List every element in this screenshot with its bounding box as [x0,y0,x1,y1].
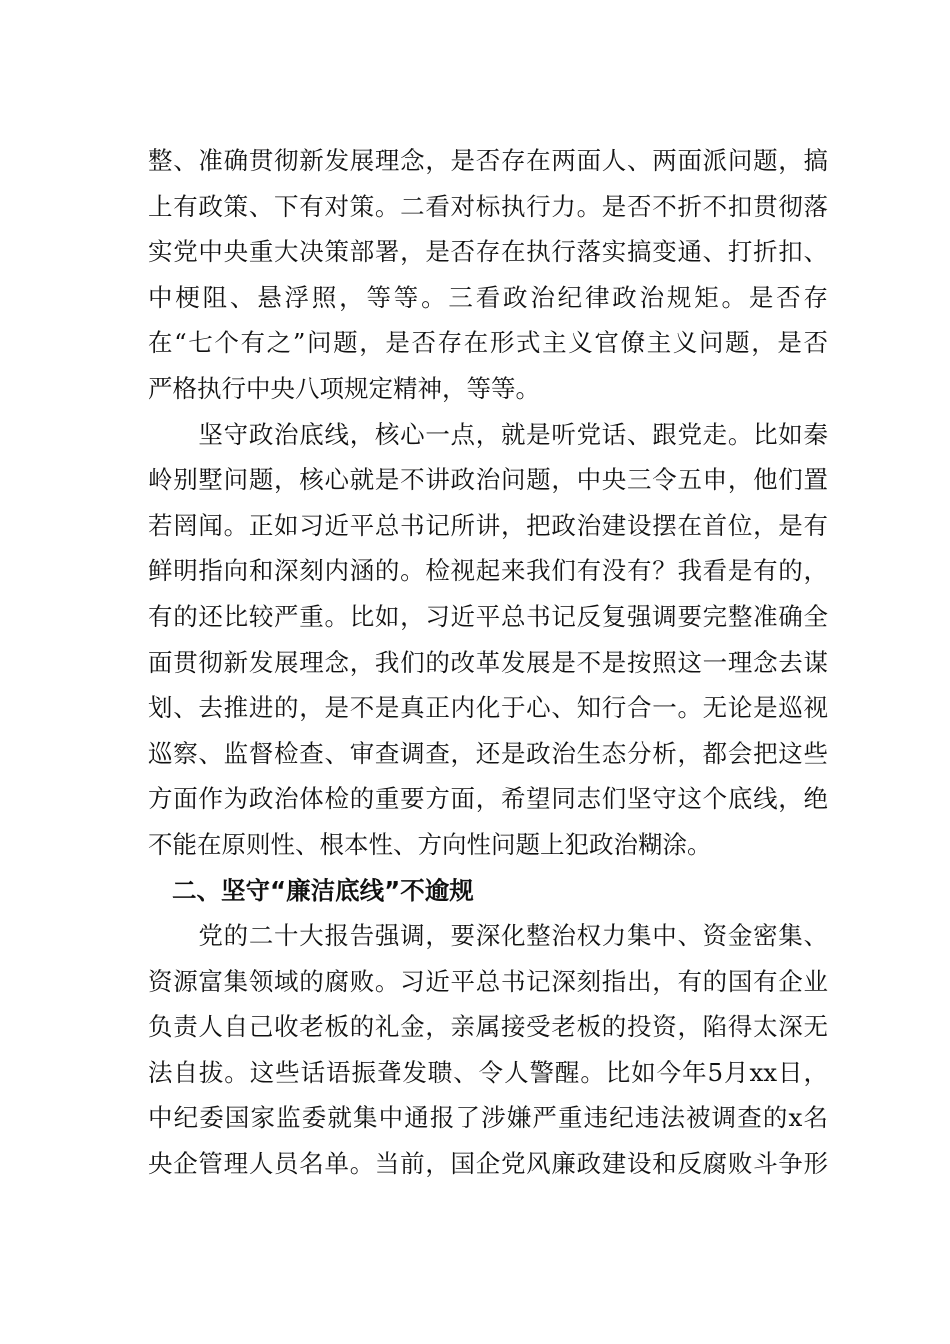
text-line: 中梗阻、悬浮照，等等。三看政治纪律政治规矩。是否存 [148,282,828,312]
section-heading: 二、坚守“廉洁底线”不逾规 [172,875,474,905]
text-line: 坚守政治底线，核心一点，就是听党话、跟党走。比如秦 [148,419,828,449]
text-line: 严格执行中央八项规定精神，等等。 [148,373,540,403]
text-line: 若罔闻。正如习近平总书记所讲，把政治建设摆在首位，是有 [148,510,828,540]
text-line: 面贯彻新发展理念，我们的改革发展是不是按照这一理念去谋 [148,647,828,677]
text-line: 中纪委国家监委就集中通报了涉嫌严重违纪违法被调查的x名 [148,1103,828,1133]
text-line: 划、去推进的，是不是真正内化于心、知行合一。无论是巡视 [148,693,828,723]
text-line: 方面作为政治体检的重要方面，希望同志们坚守这个底线，绝 [148,784,828,814]
text-line: 上有政策、下有对策。二看对标执行力。是否不折不扣贯彻落 [148,191,828,221]
document-body [148,138,828,1187]
text-line: 法自拔。这些话语振聋发聩、令人警醒。比如今年5月xx日， [148,1057,828,1087]
text-line: 资源富集领域的腐败。习近平总书记深刻指出，有的国有企业 [148,966,828,996]
text-line: 实党中央重大决策部署，是否存在执行落实搞变通、打折扣、 [148,237,828,267]
text-line: 不能在原则性、根本性、方向性问题上犯政治糊涂。 [148,829,712,859]
text-line: 整、准确贯彻新发展理念，是否存在两面人、两面派问题，搞 [148,146,828,175]
text-line: 负责人自己收老板的礼金，亲属接受老板的投资，陷得太深无 [148,1012,828,1042]
text-line: 在“七个有之”问题，是否存在形式主义官僚主义问题，是否 [148,328,828,358]
text-line: 有的还比较严重。比如，习近平总书记反复强调要完整准确全 [148,601,828,631]
text-line: 巡察、监督检查、审查调查，还是政治生态分析，都会把这些 [148,738,828,768]
text-line: 央企管理人员名单。当前，国企党风廉政建设和反腐败斗争形 [148,1149,828,1179]
text-line: 党的二十大报告强调，要深化整治权力集中、资金密集、 [148,921,828,951]
text-line: 鲜明指向和深刻内涵的。检视起来我们有没有？我看是有的， [148,556,828,586]
text-line: 岭别墅问题，核心就是不讲政治问题，中央三令五申，他们置 [148,465,828,495]
paragraph-integrity-bottom-line [148,913,828,1187]
paragraph-political-bottom-line [148,412,828,868]
paragraph-political-checks [148,138,828,412]
